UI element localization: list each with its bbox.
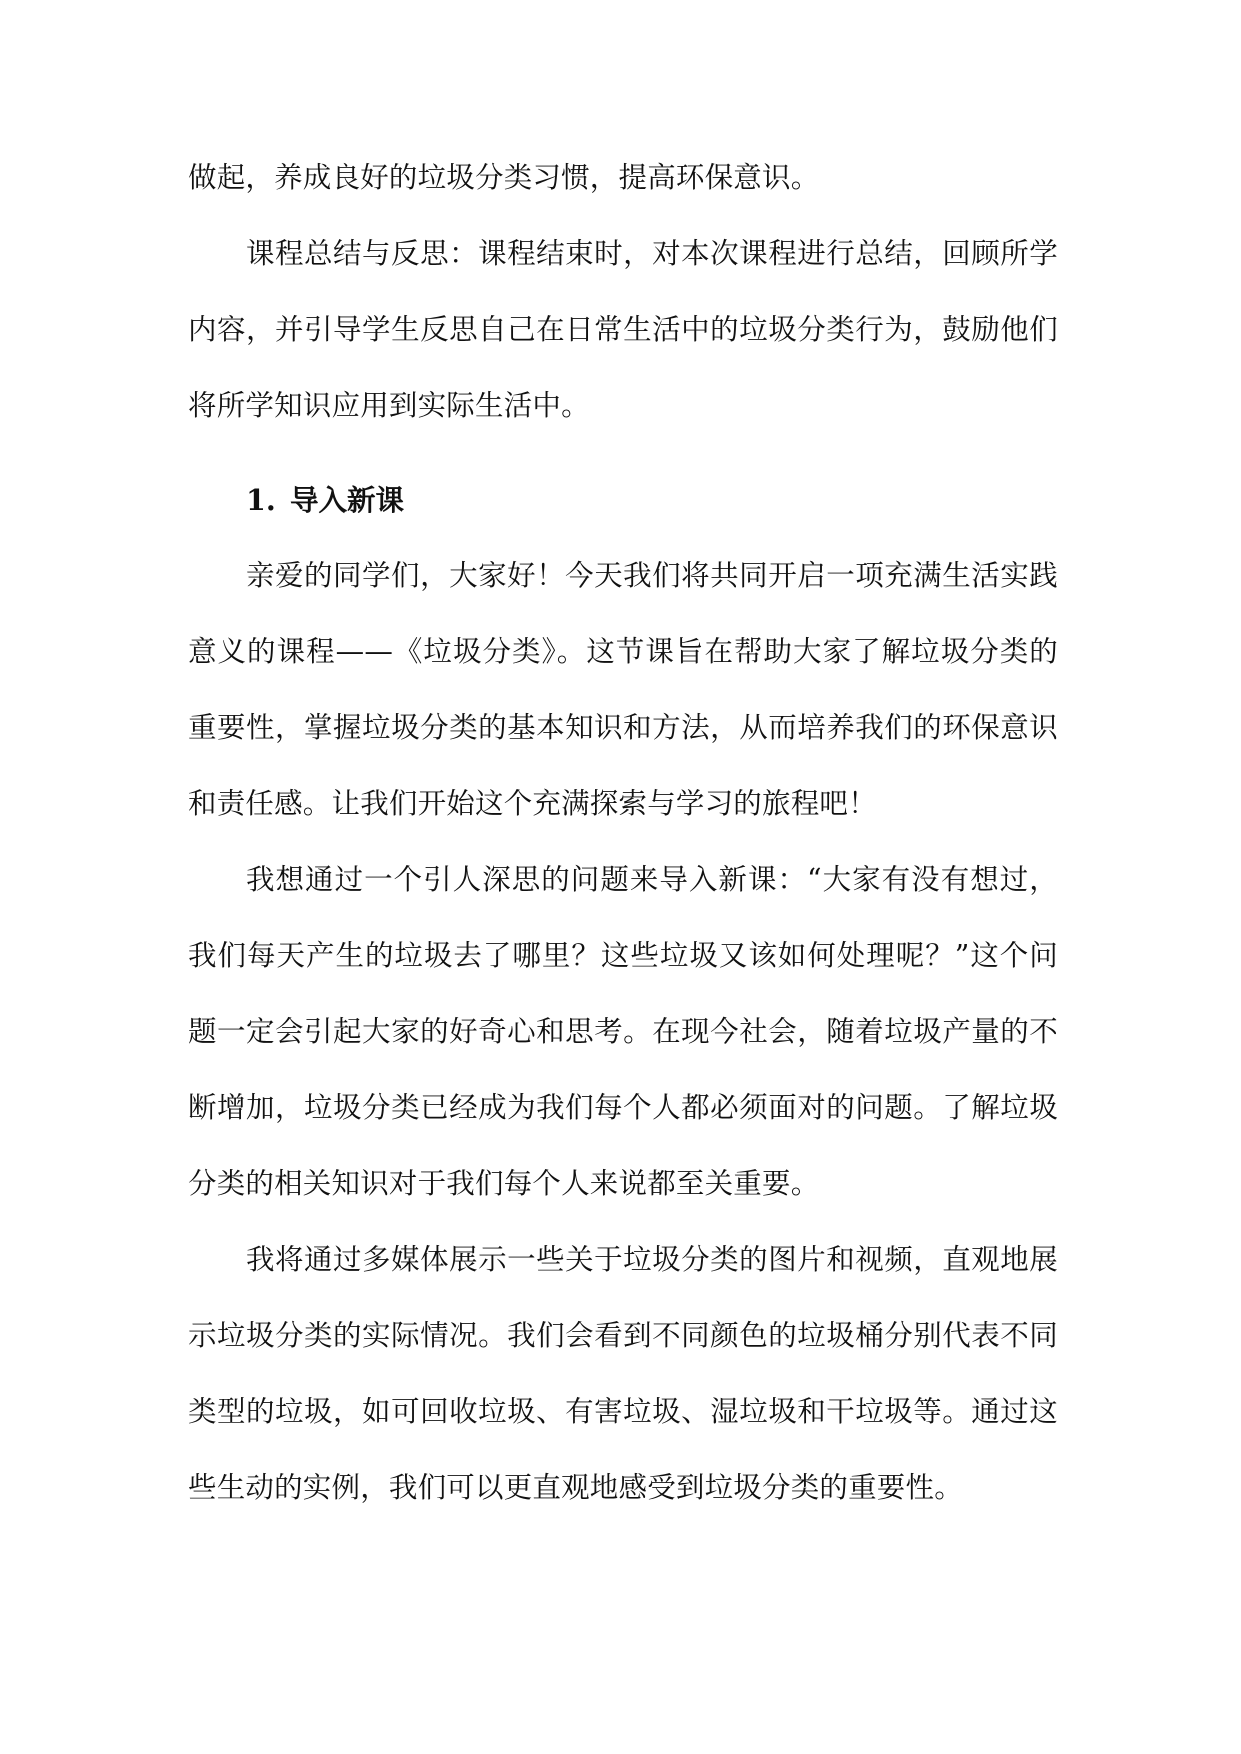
text-line: 些生动的实例，我们可以更直观地感受到垃圾分类的重要性。 (188, 1471, 963, 1504)
spacer (188, 444, 1058, 462)
text-line: 类型的垃圾，如可回收垃圾、有害垃圾、湿垃圾和干垃圾等。通过这 (188, 1395, 1058, 1428)
text-line: 内容，并引导学生反思自己在日常生活中的垃圾分类行为，鼓励他们 (188, 313, 1058, 346)
text-line: 断增加，垃圾分类已经成为我们每个人都必须面对的问题。了解垃圾 (188, 1091, 1058, 1124)
text-line: 我想通过一个引人深思的问题来导入新课：“大家有没有想过， (246, 863, 1058, 896)
text-line: 重要性，掌握垃圾分类的基本知识和方法，从而培养我们的环保意识 (188, 711, 1058, 744)
paragraph-question (188, 842, 1058, 1222)
section-heading (188, 462, 1058, 538)
document-body (188, 140, 1058, 1526)
paragraph-intro (188, 538, 1058, 842)
paragraph-continuation (188, 140, 1058, 216)
paragraph-multimedia (188, 1222, 1058, 1526)
text-line: 和责任感。让我们开始这个充满探索与学习的旅程吧！ (188, 787, 877, 820)
text-line: 做起，养成良好的垃圾分类习惯，提高环保意识。 (188, 161, 820, 194)
text-line: 意义的课程——《垃圾分类》。这节课旨在帮助大家了解垃圾分类的 (188, 635, 1058, 668)
text-line: 分类的相关知识对于我们每个人来说都至关重要。 (188, 1167, 820, 1200)
text-line: 将所学知识应用到实际生活中。 (188, 389, 590, 422)
text-line: 我们每天产生的垃圾去了哪里？这些垃圾又该如何处理呢？”这个问 (188, 939, 1058, 972)
text-line: 示垃圾分类的实际情况。我们会看到不同颜色的垃圾桶分别代表不同 (188, 1319, 1058, 1352)
text-line: 我将通过多媒体展示一些关于垃圾分类的图片和视频，直观地展 (246, 1243, 1058, 1276)
paragraph-course-summary (188, 216, 1058, 444)
text-line: 题一定会引起大家的好奇心和思考。在现今社会，随着垃圾产量的不 (188, 1015, 1058, 1048)
heading-title: 导入新课 (290, 483, 405, 517)
text-line: 亲爱的同学们，大家好！今天我们将共同开启一项充满生活实践 (246, 559, 1058, 592)
text-line: 课程总结与反思：课程结束时，对本次课程进行总结，回顾所学 (246, 237, 1058, 270)
heading-number: 1. (246, 483, 276, 517)
